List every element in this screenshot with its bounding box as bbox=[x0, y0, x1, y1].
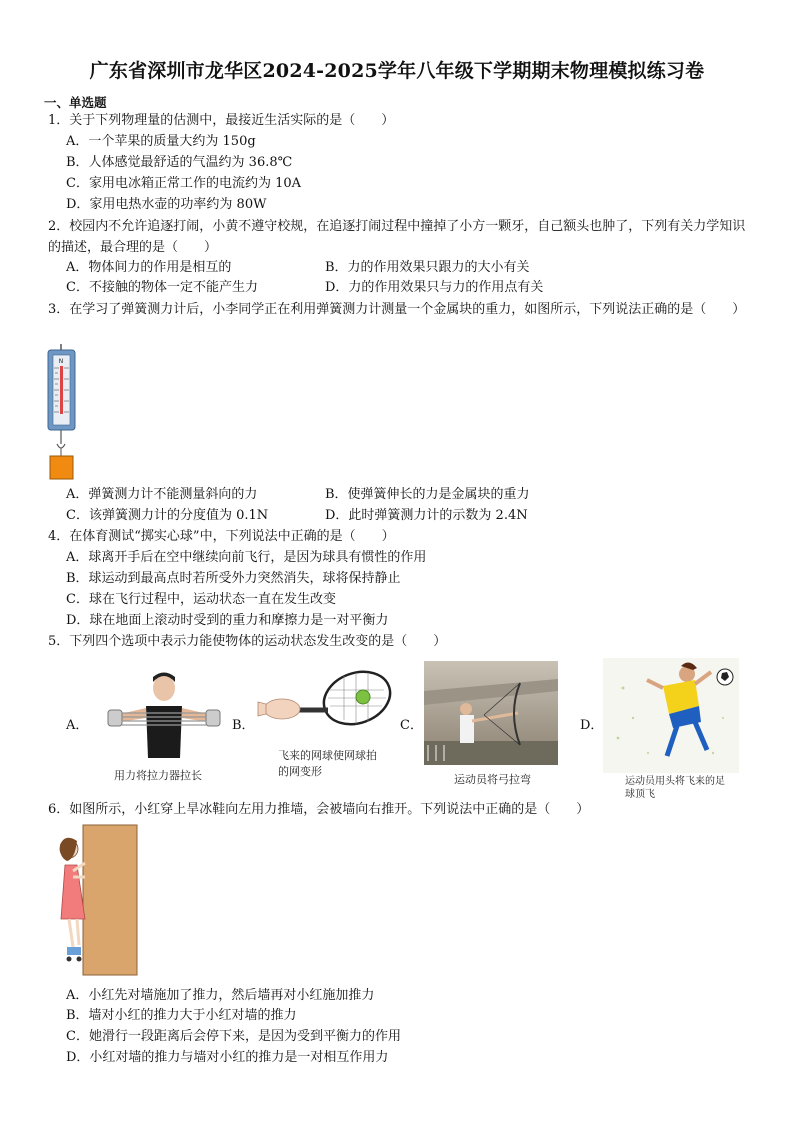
question-5-stem: 5．下列四个选项中表示力能使物体的运动状态发生改变的是（ ） bbox=[48, 634, 447, 649]
q5-caption-a: 用力将拉力器拉长 bbox=[114, 769, 202, 782]
question-6-stem: 6．如图所示，小红穿上旱冰鞋向左用力推墙，会被墙向右推开。下列说法中正确的是（ ） bbox=[48, 802, 590, 817]
q6-option-c: C．她滑行一段距离后会停下来，是因为受到平衡力的作用 bbox=[66, 1029, 401, 1044]
archery-image bbox=[424, 661, 558, 765]
gauge-unit-label: N bbox=[58, 358, 64, 365]
chest-expander-image bbox=[100, 662, 228, 762]
q2-option-c: C．不接触的物体一定不能产生力 bbox=[66, 280, 258, 295]
q6-option-b: B．墙对小红的推力大于小红对墙的推力 bbox=[66, 1008, 297, 1023]
girl-pushing-wall-figure bbox=[55, 823, 139, 977]
q3-option-a: A．弹簧测力计不能测量斜向的力 bbox=[66, 487, 258, 502]
q5-caption-b: 飞来的网球使网球拍的网变形 bbox=[278, 749, 377, 778]
q2-option-b: B．力的作用效果只跟力的大小有关 bbox=[325, 260, 530, 275]
question-2-stem: 2．校园内不允许追逐打闹，小黄不遵守校规，在追逐打闹过程中撞掉了小方一颗牙，自己额头也肿了，下列有关力学知识的描述，最合理的是（ ） bbox=[48, 219, 746, 255]
q1-option-d: D．家用电热水壶的功率约为 80W bbox=[66, 197, 267, 212]
q4-option-d: D．球在地面上滚动时受到的重力和摩擦力是一对平衡力 bbox=[66, 613, 389, 628]
page-title: 广东省深圳市龙华区2024-2025学年八年级下学期期末物理模拟练习卷 bbox=[89, 60, 705, 82]
q5-letter-d: D． bbox=[580, 718, 604, 733]
q5-caption-c: 运动员将弓拉弯 bbox=[454, 773, 531, 786]
q3-option-d: D．此时弹簧测力计的示数为 2.4N bbox=[325, 508, 528, 523]
q3-option-b: B．使弹簧伸长的力是金属块的重力 bbox=[325, 487, 530, 502]
q2-option-a: A．物体间力的作用是相互的 bbox=[66, 260, 232, 275]
q5-letter-a: A． bbox=[66, 718, 89, 733]
q3-option-c: C．该弹簧测力计的分度值为 0.1N bbox=[66, 508, 269, 523]
tennis-racket-image bbox=[252, 664, 402, 746]
q1-option-c: C．家用电冰箱正常工作的电流约为 10A bbox=[66, 176, 302, 191]
question-3-stem: 3．在学习了弹簧测力计后，小李同学正在利用弹簧测力计测量一个金属块的重力，如图所示，下列说法正确的是（ ） bbox=[48, 302, 746, 317]
section-heading: 一、单选题 bbox=[44, 95, 107, 110]
soccer-header-image bbox=[603, 658, 739, 773]
q6-option-d: D．小红对墙的推力与墙对小红的推力是一对相互作用力 bbox=[66, 1050, 389, 1065]
q1-option-b: B．人体感觉最舒适的气温约为 36.8℃ bbox=[66, 155, 293, 170]
q5-caption-d: 运动员用头将飞来的足球顶飞 bbox=[625, 776, 725, 800]
q5-letter-c: C． bbox=[400, 718, 423, 733]
question-1-stem: 1．关于下列物理量的估测中，最接近生活实际的是（ ） bbox=[48, 113, 395, 128]
q5-letter-b: B． bbox=[232, 718, 255, 733]
q4-option-b: B．球运动到最高点时若所受外力突然消失，球将保持静止 bbox=[66, 571, 401, 586]
q2-option-d: D．力的作用效果只与力的作用点有关 bbox=[325, 280, 544, 295]
q4-option-c: C．球在飞行过程中，运动状态一直在发生改变 bbox=[66, 592, 336, 607]
q4-option-a: A．球离开手后在空中继续向前飞行，是因为球具有惯性的作用 bbox=[66, 550, 427, 565]
q1-option-a: A．一个苹果的质量大约为 150g bbox=[66, 134, 256, 149]
metal-block bbox=[50, 456, 73, 479]
spring-scale-figure bbox=[44, 344, 80, 482]
q6-option-a: A．小红先对墙施加了推力，然后墙再对小红施加推力 bbox=[66, 988, 375, 1003]
question-4-stem: 4．在体育测试“掷实心球”中，下列说法中正确的是（ ） bbox=[48, 529, 395, 544]
